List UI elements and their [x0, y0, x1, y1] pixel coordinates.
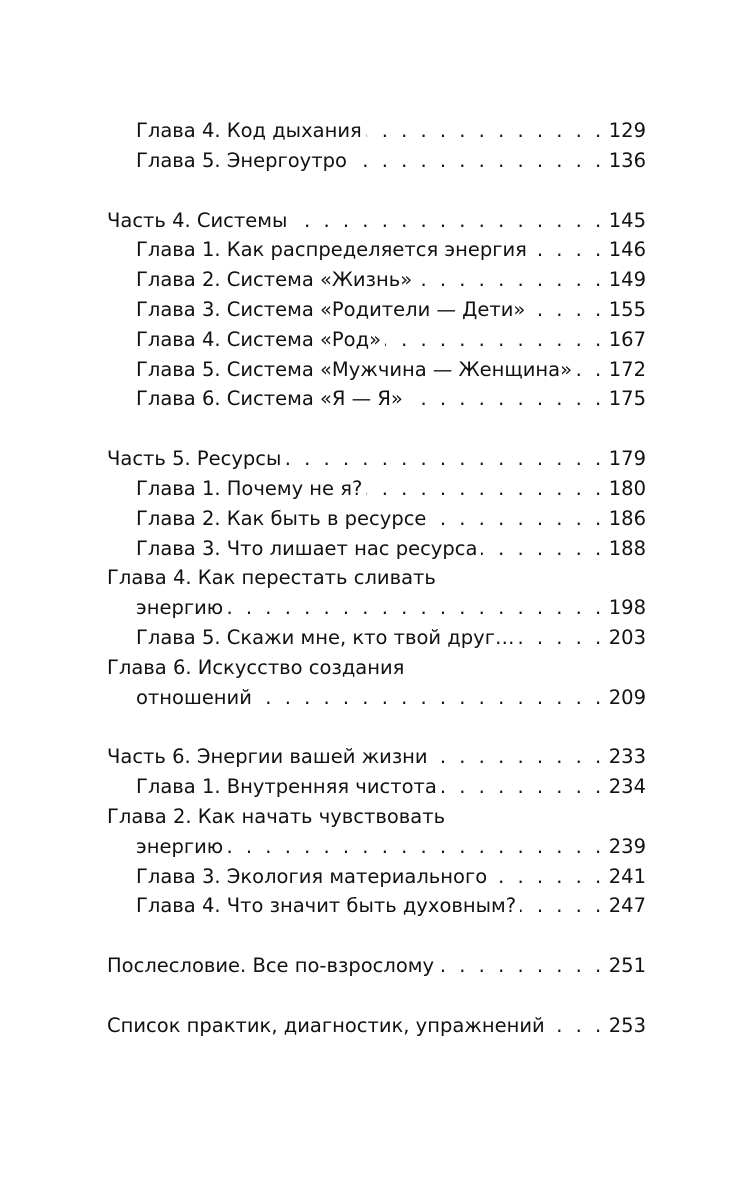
- dot-leader: [351, 146, 605, 176]
- toc-page-number: 234: [608, 775, 646, 799]
- toc-chapter-entry: [107, 891, 646, 921]
- toc-entry-title: Глава 2. Система «Жизнь»: [136, 268, 413, 292]
- toc-entry-title: Глава 4. Код дыхания: [136, 119, 362, 142]
- toc-entry-title: Глава 4. Система «Род»: [136, 327, 382, 351]
- toc-page-number: 145: [608, 208, 646, 232]
- section-spacer: [107, 414, 646, 444]
- toc-part-entry: [107, 951, 646, 981]
- toc-page-number: 167: [608, 327, 646, 351]
- toc-entry-title: Глава 2. Как начать чувствовать: [107, 804, 446, 828]
- toc-chapter-entry: [107, 146, 646, 176]
- toc-page-number: 233: [608, 745, 646, 769]
- toc-chapter-entry: [107, 593, 646, 623]
- toc-page-number: 251: [608, 954, 646, 978]
- section-spacer: [107, 712, 646, 742]
- toc-entry-title: Послесловие. Все по-взрослому: [107, 954, 434, 978]
- toc-part-entry: [107, 206, 646, 236]
- toc-chapter-entry: [107, 772, 646, 802]
- dot-leader: [520, 891, 605, 921]
- toc-chapter-entry: [107, 563, 646, 593]
- toc-page-number: 253: [608, 1013, 646, 1037]
- toc-page-number: 247: [608, 894, 646, 918]
- toc-page-number: 203: [608, 625, 646, 649]
- dot-leader: [366, 116, 605, 146]
- toc-entry-title: Часть 5. Ресурсы: [107, 447, 282, 471]
- toc-entry-title: Глава 4. Что значит быть духовным?: [136, 894, 517, 918]
- section-spacer: [107, 921, 646, 951]
- toc-entry-title: Список практик, диагностик, упражнений: [107, 1013, 545, 1037]
- dot-leader: [256, 683, 605, 713]
- toc-entry-title: Глава 1. Как распределяется энергия: [136, 238, 527, 262]
- dot-leader: [438, 951, 605, 981]
- toc-page-number: 136: [608, 148, 646, 172]
- toc-entry-title: Глава 6. Система «Я — Я»: [136, 387, 403, 411]
- toc-page-number: 175: [608, 387, 646, 411]
- dot-leader: [227, 832, 605, 862]
- toc-page-number: 239: [608, 834, 646, 858]
- toc-page-number: 186: [608, 506, 646, 530]
- section-spacer: [107, 981, 646, 1011]
- toc-chapter-entry: [107, 802, 646, 832]
- toc-entry-title: Часть 4. Системы: [107, 208, 288, 232]
- toc-entry-title: Глава 4. Как перестать сливать: [107, 566, 436, 590]
- section-spacer: [107, 176, 646, 206]
- dot-leader: [385, 325, 605, 355]
- dot-leader: [491, 862, 605, 892]
- toc-part-entry: [107, 1011, 646, 1041]
- dot-leader: [518, 623, 604, 653]
- toc-entry-title: энергию: [136, 596, 224, 620]
- toc-entry-title: отношений: [136, 685, 252, 709]
- toc-chapter-entry: [107, 683, 646, 713]
- toc-chapter-entry: [107, 832, 646, 862]
- toc-entry-title: Глава 3. Что лишает нас ресурса: [136, 536, 478, 560]
- toc-chapter-entry: [107, 235, 646, 265]
- toc-chapter-entry: [107, 265, 646, 295]
- dot-leader: [432, 742, 605, 772]
- dot-leader: [227, 593, 605, 623]
- dot-leader: [529, 295, 604, 325]
- toc-page-number: 241: [608, 864, 646, 888]
- toc-chapter-entry: [107, 355, 646, 385]
- toc-page-number: 179: [608, 447, 646, 471]
- toc-chapter-entry: [107, 534, 646, 564]
- toc-entry-title: Глава 5. Система «Мужчина — Женщина»: [136, 357, 573, 381]
- dot-leader: [416, 265, 605, 295]
- toc-entry-title: Глава 2. Как быть в ресурсе: [136, 506, 427, 530]
- toc-chapter-entry: [107, 504, 646, 534]
- toc-entry-title: Глава 3. Система «Родители — Дети»: [136, 297, 526, 321]
- toc-page-number: 172: [608, 357, 646, 381]
- toc-page-number: 155: [608, 297, 646, 321]
- toc-entry-title: Глава 5. Энергоутро: [136, 148, 347, 172]
- toc-page-number: 209: [608, 685, 646, 709]
- toc-chapter-entry: [107, 384, 646, 414]
- toc-page-number: 149: [608, 268, 646, 292]
- dot-leader: [481, 534, 604, 564]
- dot-leader: [549, 1011, 605, 1041]
- dot-leader: [285, 444, 604, 474]
- dot-leader: [407, 384, 605, 414]
- dot-leader: [366, 474, 604, 504]
- toc-page-number: 146: [608, 238, 646, 262]
- toc-page-number: 180: [608, 476, 646, 500]
- toc-chapter-entry: [107, 474, 646, 504]
- toc-entry-title: Глава 6. Искусство создания: [107, 655, 405, 679]
- dot-leader: [531, 235, 605, 265]
- toc-entry-title: Глава 3. Экология материального: [136, 864, 488, 888]
- toc-entry-title: Часть 6. Энергии вашей жизни: [107, 745, 428, 769]
- dot-leader: [441, 772, 605, 802]
- toc-entry-title: Глава 1. Почему не я?: [136, 476, 363, 500]
- dot-leader: [291, 206, 604, 236]
- toc-chapter-entry: [107, 623, 646, 653]
- toc-chapter-entry: [107, 295, 646, 325]
- toc-part-entry: [107, 444, 646, 474]
- dot-leader: [576, 355, 605, 385]
- toc-chapter-entry: [107, 116, 646, 146]
- toc-entry-title: Глава 5. Скажи мне, кто твой друг…: [136, 625, 515, 649]
- toc-entry-title: энергию: [136, 834, 224, 858]
- dot-leader: [430, 504, 604, 534]
- toc-part-entry: [107, 742, 646, 772]
- toc-chapter-entry: [107, 653, 646, 683]
- toc-chapter-entry: [107, 862, 646, 892]
- toc-chapter-entry: [107, 325, 646, 355]
- toc-entry-title: Глава 1. Внутренняя чистота: [136, 775, 437, 799]
- table-of-contents: [107, 116, 646, 1041]
- toc-page-number: 129: [608, 119, 646, 142]
- toc-page-number: 188: [608, 536, 646, 560]
- toc-page-number: 198: [608, 596, 646, 620]
